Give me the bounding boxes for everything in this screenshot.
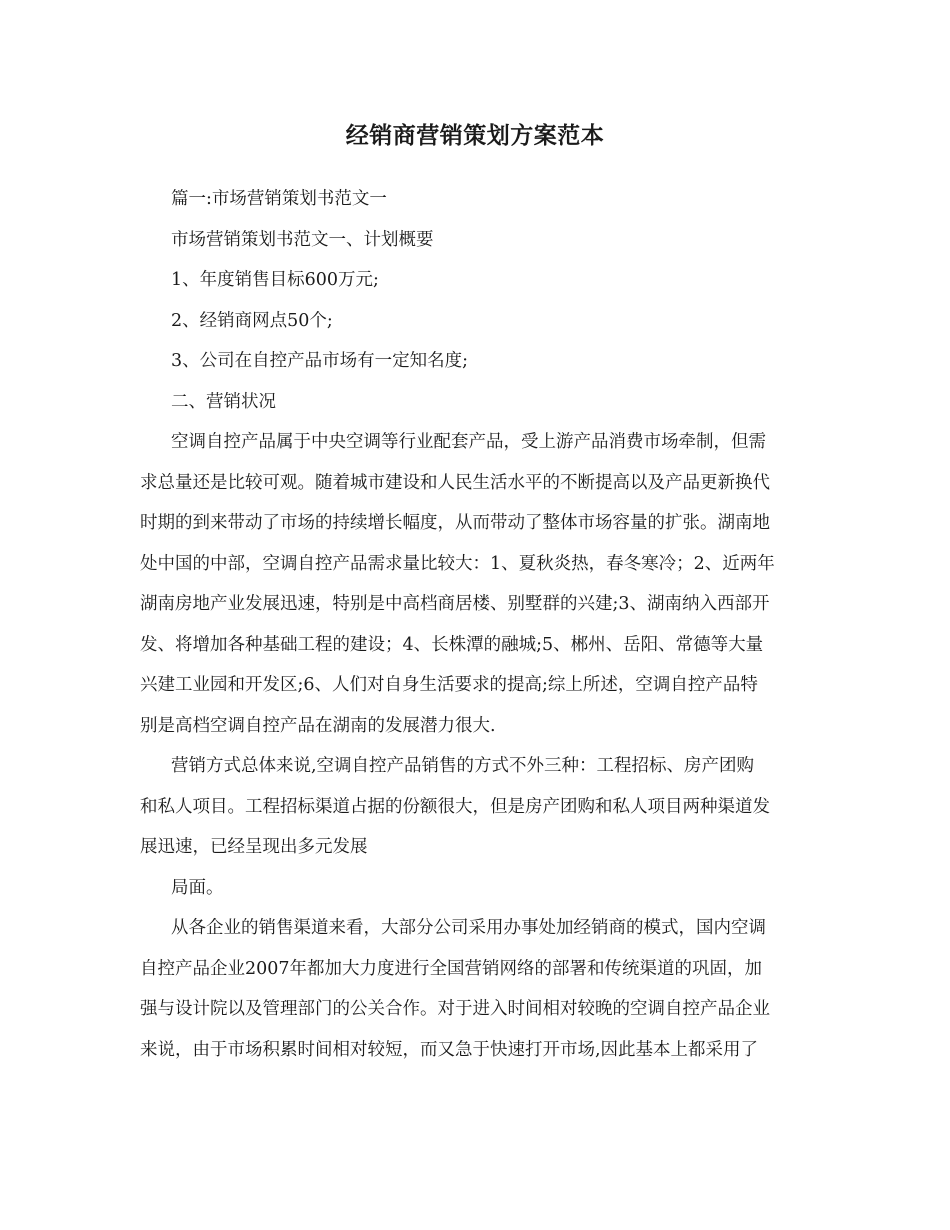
text-line: 从各企业的销售渠道来看，大部分公司采用办事处加经销商的模式，国内空调 [171, 918, 766, 938]
text-line: 二、营销状况 [171, 391, 276, 412]
text-line: 自控产品企业2007年都加大力度进行全国营销网络的部署和传统渠道的巩固，加 [140, 958, 763, 979]
document-body [140, 184, 814, 1075]
document-title: 经销商营销策划方案范本 [345, 122, 605, 149]
text-line: 和私人项目。工程招标渠道占据的份额很大，但是房产团购和私人项目两种渠道发 [140, 796, 770, 817]
text-line: 1、年度销售目标600万元; [171, 270, 379, 290]
text-line: 3、公司在自控产品市场有一定知名度; [171, 351, 469, 371]
text-line: 兴建工业园和开发区;6、人们对自身生活要求的提高;综上所述，空调自控产品特 [140, 675, 758, 695]
text-line: 时期的到来带动了市场的持续增长幅度，从而带动了整体市场容量的扩张。湖南地 [140, 513, 770, 533]
text-line: 湖南房地产业发展迅速，特别是中高档商居楼、别墅群的兴建;3、湖南纳入西部开 [140, 594, 770, 614]
text-line: 别是高档空调自控产品在湖南的发展潜力很大. [140, 715, 496, 736]
text-line: 市场营销策划书范文一、计划概要 [171, 229, 434, 250]
text-line: 来说，由于市场积累时间相对较短，而又急于快速打开市场,因此基本上都采用了 [140, 1039, 759, 1060]
text-line: 篇一:市场营销策划书范文一 [171, 189, 387, 209]
text-line: 强与设计院以及管理部门的公关合作。对于进入时间相对较晚的空调自控产品企业 [140, 999, 770, 1019]
text-line: 局面。 [171, 877, 224, 898]
text-line: 处中国的中部，空调自控产品需求量比较大：1、夏秋炎热，春冬寒冷；2、近两年 [140, 553, 775, 574]
text-line: 空调自控产品属于中央空调等行业配套产品，受上游产品消费市场牵制，但需 [171, 432, 766, 452]
text-line: 营销方式总体来说,空调自控产品销售的方式不外三种：工程招标、房产团购 [171, 756, 755, 776]
text-line: 展迅速，已经呈现出多元发展 [140, 837, 368, 857]
text-line: 发、将增加各种基础工程的建设；4、长株潭的融城;5、郴州、岳阳、常德等大量 [140, 634, 764, 655]
text-line: 求总量还是比较可观。随着城市建设和人民生活水平的不断提高以及产品更新换代 [140, 472, 770, 493]
text-line: 2、经销商网点50个; [171, 310, 333, 331]
